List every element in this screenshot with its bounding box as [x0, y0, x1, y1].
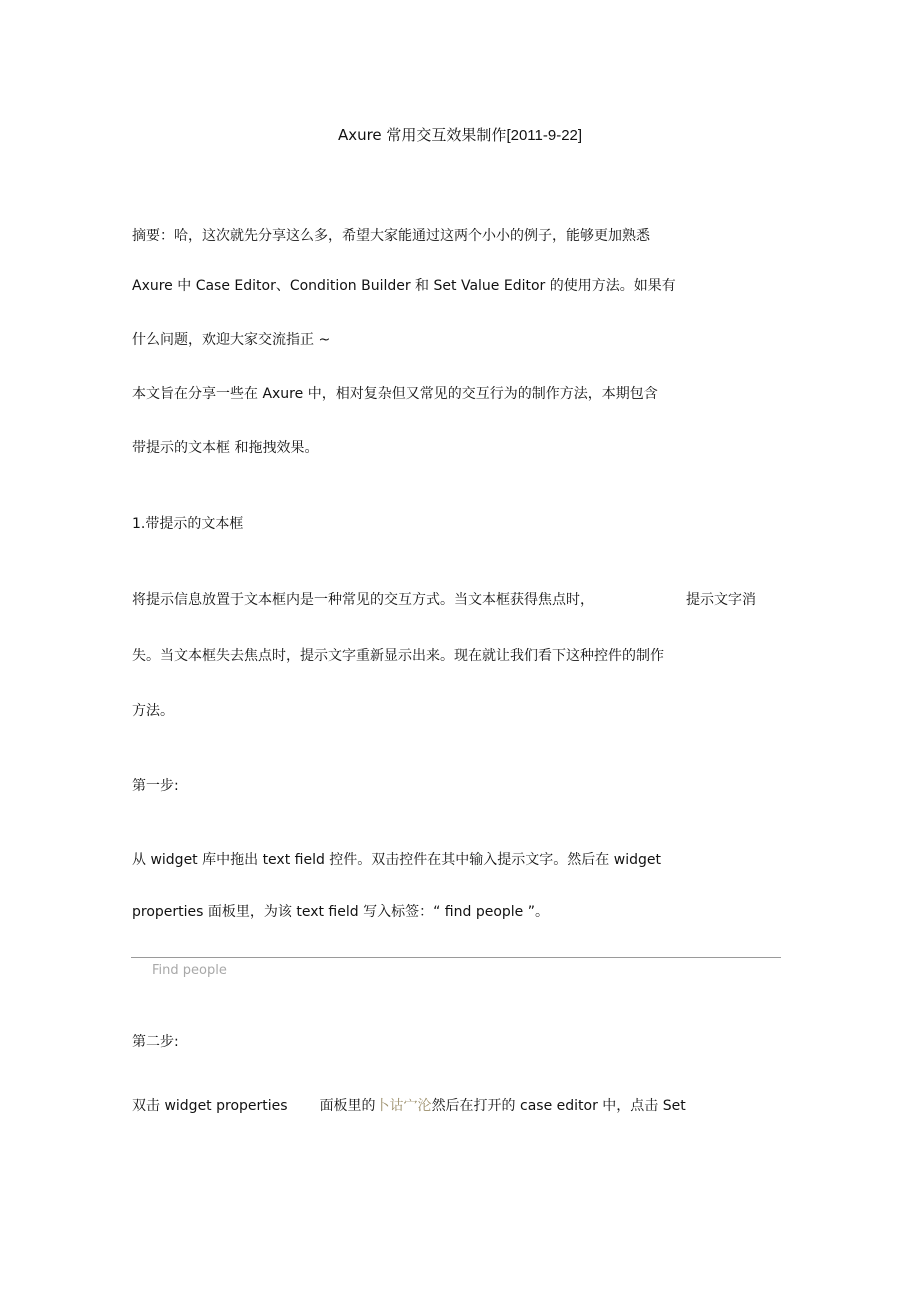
section-1-para-line-1: 将提示信息放置于文本框内是一种常见的交互方式。当文本框获得焦点时，: [132, 592, 594, 608]
section-1-heading: 1.带提示的文本框: [132, 516, 244, 532]
section-1-para-line-3: 方法。: [132, 703, 174, 719]
intro-line-2: 带提示的文本框 和拖拽效果。: [132, 440, 319, 456]
document-title: [0, 124, 920, 147]
step-2-line-1-part-1: 双击 widget properties: [132, 1098, 288, 1114]
text-field-example-placeholder: Find people: [152, 963, 227, 978]
title-main: Axure 常用交互效果制作: [337, 126, 507, 144]
section-1-para-line-2: 失。当文本框失去焦点时，提示文字重新显示出来。现在就让我们看下这种控件的制作: [132, 648, 664, 664]
step-2-line-1-part-3: 然后在打开的 case editor 中，点击 Set: [431, 1098, 686, 1114]
summary-line-3: 什么问题，欢迎大家交流指正 ~: [132, 332, 331, 348]
intro-line-1: 本文旨在分享一些在 Axure 中，相对复杂但又常见的交互行为的制作方法，本期包含: [132, 386, 658, 402]
step-2-heading: 第二步:: [132, 1034, 179, 1050]
summary-line-1: 摘要：哈，这次就先分享这么多，希望大家能通过这两个小小的例子，能够更加熟悉: [132, 228, 650, 244]
step-1-heading: 第一步:: [132, 778, 179, 794]
title-date: [2011-9-22]: [506, 127, 583, 144]
text-field-example-border: [131, 957, 781, 958]
step-2-line-1-garbled: 卜诂宀沦: [375, 1098, 432, 1114]
summary-line-2: Axure 中 Case Editor、Condition Builder 和 Set Value Editor 的使用方法。如果有: [132, 278, 676, 294]
step-2-line-1-part-2: 面板里的: [319, 1098, 376, 1114]
step-2-line-1: [132, 1096, 686, 1116]
step-1-line-2: properties 面板里，为该 text field 写入标签：“ find people ”。: [132, 904, 549, 920]
step-1-line-1: 从 widget 库中拖出 text field 控件。双击控件在其中输入提示文字。然后在 widget: [132, 852, 661, 868]
section-1-para-line-1-right: 提示文字消: [686, 592, 756, 608]
